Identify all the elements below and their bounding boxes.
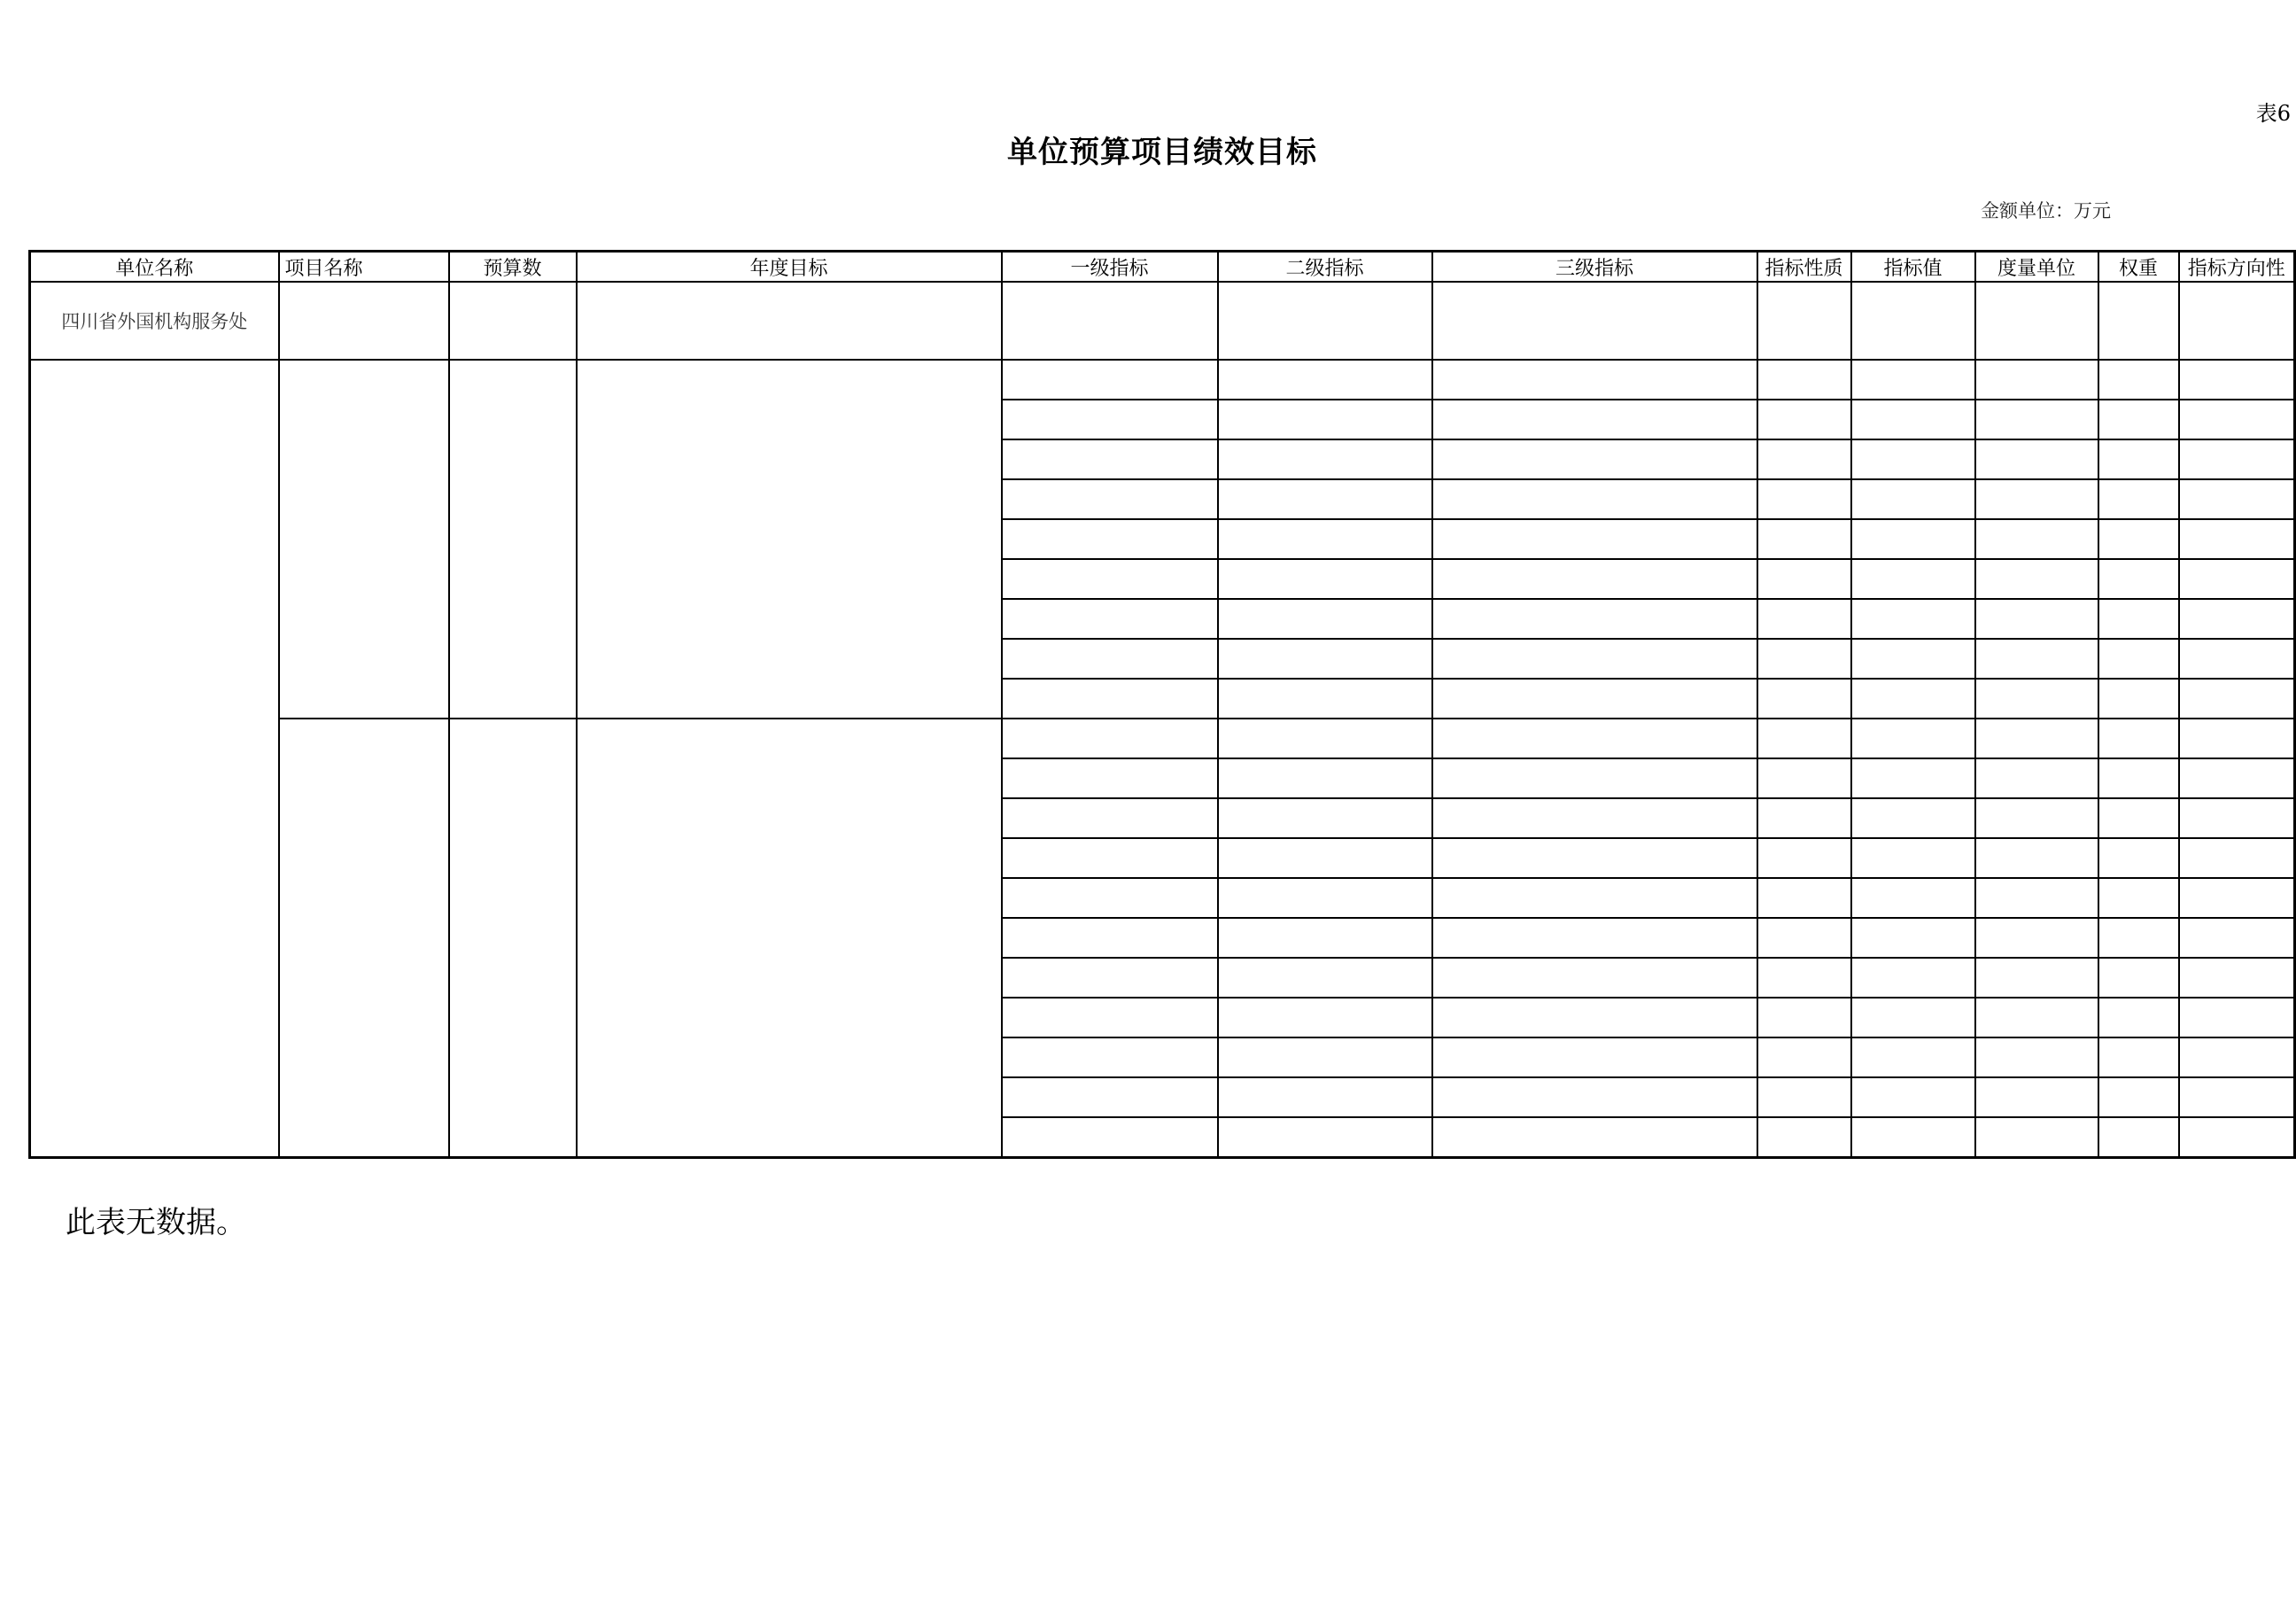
weight-cell	[2098, 998, 2179, 1037]
level2-indicator-cell	[1218, 559, 1432, 599]
empty-cell	[2098, 282, 2179, 360]
weight-cell	[2098, 838, 2179, 878]
measure-unit-cell	[1975, 798, 2098, 838]
budget-cell	[449, 360, 577, 719]
weight-cell	[2098, 679, 2179, 719]
level2-indicator-cell	[1218, 719, 1432, 758]
level1-indicator-cell	[1002, 559, 1218, 599]
level2-indicator-cell	[1218, 479, 1432, 519]
indicator-nature-cell	[1757, 838, 1851, 878]
weight-cell	[2098, 439, 2179, 479]
indicator-value-cell	[1851, 1037, 1975, 1077]
level1-indicator-cell	[1002, 360, 1218, 400]
measure-unit-cell	[1975, 958, 2098, 998]
indicator-nature-cell	[1757, 1037, 1851, 1077]
level2-indicator-cell	[1218, 679, 1432, 719]
weight-cell	[2098, 798, 2179, 838]
level2-indicator-cell	[1218, 599, 1432, 639]
header-row	[30, 252, 2295, 283]
indicator-nature-cell	[1757, 1077, 1851, 1117]
measure-unit-cell	[1975, 758, 2098, 798]
page-title: 单位预算项目绩效目标	[1007, 135, 1317, 170]
empty-cell	[1432, 282, 1757, 360]
level1-indicator-cell	[1002, 1117, 1218, 1158]
header-unit-name: 单位名称	[30, 252, 279, 283]
header-annual-target: 年度目标	[577, 252, 1002, 283]
level3-indicator-cell	[1432, 519, 1757, 559]
indicator-direction-cell	[2179, 519, 2295, 559]
header-indicator-direction: 指标方向性	[2179, 252, 2295, 283]
level1-indicator-cell	[1002, 958, 1218, 998]
level1-indicator-cell	[1002, 998, 1218, 1037]
level1-indicator-cell	[1002, 639, 1218, 679]
indicator-nature-cell	[1757, 998, 1851, 1037]
level3-indicator-cell	[1432, 719, 1757, 758]
budget-cell	[449, 719, 577, 1158]
level3-indicator-cell	[1432, 639, 1757, 679]
level3-indicator-cell	[1432, 1077, 1757, 1117]
indicator-value-cell	[1851, 998, 1975, 1037]
level2-indicator-cell	[1218, 439, 1432, 479]
project-name-cell	[279, 719, 449, 1158]
indicator-value-cell	[1851, 639, 1975, 679]
indicator-nature-cell	[1757, 559, 1851, 599]
level3-indicator-cell	[1432, 918, 1757, 958]
level2-indicator-cell	[1218, 360, 1432, 400]
table-body	[30, 282, 2295, 1158]
indicator-direction-cell	[2179, 479, 2295, 519]
indicator-value-cell	[1851, 360, 1975, 400]
level1-indicator-cell	[1002, 758, 1218, 798]
indicator-direction-cell	[2179, 878, 2295, 918]
level3-indicator-cell	[1432, 798, 1757, 838]
level3-indicator-cell	[1432, 360, 1757, 400]
indicator-value-cell	[1851, 719, 1975, 758]
level1-indicator-cell	[1002, 519, 1218, 559]
level3-indicator-cell	[1432, 1037, 1757, 1077]
level1-indicator-cell	[1002, 1037, 1218, 1077]
measure-unit-cell	[1975, 878, 2098, 918]
indicator-value-cell	[1851, 878, 1975, 918]
indicator-direction-cell	[2179, 599, 2295, 639]
performance-target-table	[28, 250, 2296, 1159]
weight-cell	[2098, 519, 2179, 559]
indicator-value-cell	[1851, 559, 1975, 599]
indicator-value-cell	[1851, 958, 1975, 998]
unit-name-cell: 四川省外国机构服务处	[30, 282, 279, 360]
weight-cell	[2098, 1037, 2179, 1077]
weight-cell	[2098, 400, 2179, 439]
level2-indicator-cell	[1218, 838, 1432, 878]
empty-cell	[577, 282, 1002, 360]
level1-indicator-cell	[1002, 439, 1218, 479]
indicator-nature-cell	[1757, 1117, 1851, 1158]
header-project-name: 项目名称	[279, 252, 449, 283]
level2-indicator-cell	[1218, 1037, 1432, 1077]
level2-indicator-cell	[1218, 878, 1432, 918]
measure-unit-cell	[1975, 639, 2098, 679]
measure-unit-cell	[1975, 1037, 2098, 1077]
indicator-nature-cell	[1757, 958, 1851, 998]
level2-indicator-cell	[1218, 1077, 1432, 1117]
indicator-direction-cell	[2179, 719, 2295, 758]
indicator-value-cell	[1851, 1077, 1975, 1117]
level3-indicator-cell	[1432, 878, 1757, 918]
indicator-nature-cell	[1757, 599, 1851, 639]
measure-unit-cell	[1975, 559, 2098, 599]
empty-cell	[279, 282, 449, 360]
indicator-nature-cell	[1757, 479, 1851, 519]
indicator-row	[30, 719, 2295, 758]
indicator-direction-cell	[2179, 1117, 2295, 1158]
empty-cell	[1218, 282, 1432, 360]
level2-indicator-cell	[1218, 519, 1432, 559]
indicator-direction-cell	[2179, 439, 2295, 479]
level2-indicator-cell	[1218, 1117, 1432, 1158]
level1-indicator-cell	[1002, 719, 1218, 758]
weight-cell	[2098, 1077, 2179, 1117]
empty-cell	[2179, 282, 2295, 360]
indicator-nature-cell	[1757, 758, 1851, 798]
header-level2-indicator: 二级指标	[1218, 252, 1432, 283]
level3-indicator-cell	[1432, 679, 1757, 719]
indicator-value-cell	[1851, 1117, 1975, 1158]
indicator-nature-cell	[1757, 798, 1851, 838]
indicator-value-cell	[1851, 838, 1975, 878]
weight-cell	[2098, 360, 2179, 400]
annual-target-cell	[577, 360, 1002, 719]
level1-indicator-cell	[1002, 400, 1218, 439]
level2-indicator-cell	[1218, 798, 1432, 838]
indicator-value-cell	[1851, 599, 1975, 639]
measure-unit-cell	[1975, 519, 2098, 559]
measure-unit-cell	[1975, 838, 2098, 878]
indicator-value-cell	[1851, 519, 1975, 559]
header-budget: 预算数	[449, 252, 577, 283]
empty-cell	[1975, 282, 2098, 360]
header-measure-unit: 度量单位	[1975, 252, 2098, 283]
indicator-nature-cell	[1757, 519, 1851, 559]
measure-unit-cell	[1975, 360, 2098, 400]
level2-indicator-cell	[1218, 958, 1432, 998]
weight-cell	[2098, 639, 2179, 679]
indicator-value-cell	[1851, 918, 1975, 958]
level1-indicator-cell	[1002, 479, 1218, 519]
level2-indicator-cell	[1218, 639, 1432, 679]
weight-cell	[2098, 878, 2179, 918]
table-number: 表6	[2255, 101, 2291, 126]
measure-unit-cell	[1975, 719, 2098, 758]
indicator-nature-cell	[1757, 639, 1851, 679]
measure-unit-cell	[1975, 400, 2098, 439]
level1-indicator-cell	[1002, 599, 1218, 639]
indicator-direction-cell	[2179, 1037, 2295, 1077]
indicator-direction-cell	[2179, 798, 2295, 838]
indicator-value-cell	[1851, 679, 1975, 719]
header-level1-indicator: 一级指标	[1002, 252, 1218, 283]
indicator-direction-cell	[2179, 360, 2295, 400]
level3-indicator-cell	[1432, 838, 1757, 878]
indicator-direction-cell	[2179, 998, 2295, 1037]
level3-indicator-cell	[1432, 998, 1757, 1037]
level1-indicator-cell	[1002, 878, 1218, 918]
level1-indicator-cell	[1002, 838, 1218, 878]
weight-cell	[2098, 918, 2179, 958]
weight-cell	[2098, 1117, 2179, 1158]
indicator-direction-cell	[2179, 639, 2295, 679]
header-weight: 权重	[2098, 252, 2179, 283]
indicator-nature-cell	[1757, 719, 1851, 758]
weight-cell	[2098, 599, 2179, 639]
indicator-value-cell	[1851, 758, 1975, 798]
weight-cell	[2098, 758, 2179, 798]
level2-indicator-cell	[1218, 918, 1432, 958]
indicator-direction-cell	[2179, 958, 2295, 998]
measure-unit-cell	[1975, 599, 2098, 639]
level3-indicator-cell	[1432, 559, 1757, 599]
indicator-direction-cell	[2179, 559, 2295, 599]
indicator-direction-cell	[2179, 679, 2295, 719]
header-level3-indicator: 三级指标	[1432, 252, 1757, 283]
measure-unit-cell	[1975, 998, 2098, 1037]
level2-indicator-cell	[1218, 758, 1432, 798]
indicator-nature-cell	[1757, 400, 1851, 439]
project-name-cell	[279, 360, 449, 719]
indicator-direction-cell	[2179, 1077, 2295, 1117]
weight-cell	[2098, 958, 2179, 998]
measure-unit-cell	[1975, 1077, 2098, 1117]
indicator-nature-cell	[1757, 918, 1851, 958]
measure-unit-cell	[1975, 479, 2098, 519]
weight-cell	[2098, 479, 2179, 519]
indicator-nature-cell	[1757, 878, 1851, 918]
indicator-value-cell	[1851, 439, 1975, 479]
indicator-value-cell	[1851, 798, 1975, 838]
weight-cell	[2098, 719, 2179, 758]
measure-unit-cell	[1975, 1117, 2098, 1158]
empty-cell	[1851, 282, 1975, 360]
indicator-nature-cell	[1757, 360, 1851, 400]
level2-indicator-cell	[1218, 400, 1432, 439]
level2-indicator-cell	[1218, 998, 1432, 1037]
indicator-direction-cell	[2179, 400, 2295, 439]
empty-cell	[1757, 282, 1851, 360]
indicator-direction-cell	[2179, 838, 2295, 878]
level1-indicator-cell	[1002, 1077, 1218, 1117]
indicator-value-cell	[1851, 479, 1975, 519]
level3-indicator-cell	[1432, 439, 1757, 479]
header-indicator-nature: 指标性质	[1757, 252, 1851, 283]
measure-unit-cell	[1975, 439, 2098, 479]
level1-indicator-cell	[1002, 798, 1218, 838]
empty-cell	[449, 282, 577, 360]
unit-name-span-cell	[30, 360, 279, 1158]
level1-indicator-cell	[1002, 918, 1218, 958]
indicator-nature-cell	[1757, 679, 1851, 719]
weight-cell	[2098, 559, 2179, 599]
amount-unit-note: 金额单位：万元	[1981, 200, 2111, 221]
header-indicator-value: 指标值	[1851, 252, 1975, 283]
level3-indicator-cell	[1432, 958, 1757, 998]
indicator-value-cell	[1851, 400, 1975, 439]
annual-target-cell	[577, 719, 1002, 1158]
indicator-nature-cell	[1757, 439, 1851, 479]
level3-indicator-cell	[1432, 479, 1757, 519]
level3-indicator-cell	[1432, 1117, 1757, 1158]
indicator-row	[30, 360, 2295, 400]
measure-unit-cell	[1975, 679, 2098, 719]
empty-cell	[1002, 282, 1218, 360]
unit-row	[30, 282, 2295, 360]
level1-indicator-cell	[1002, 679, 1218, 719]
level3-indicator-cell	[1432, 400, 1757, 439]
level3-indicator-cell	[1432, 599, 1757, 639]
indicator-direction-cell	[2179, 758, 2295, 798]
no-data-note: 此表无数据。	[66, 1205, 246, 1240]
indicator-direction-cell	[2179, 918, 2295, 958]
level3-indicator-cell	[1432, 758, 1757, 798]
measure-unit-cell	[1975, 918, 2098, 958]
